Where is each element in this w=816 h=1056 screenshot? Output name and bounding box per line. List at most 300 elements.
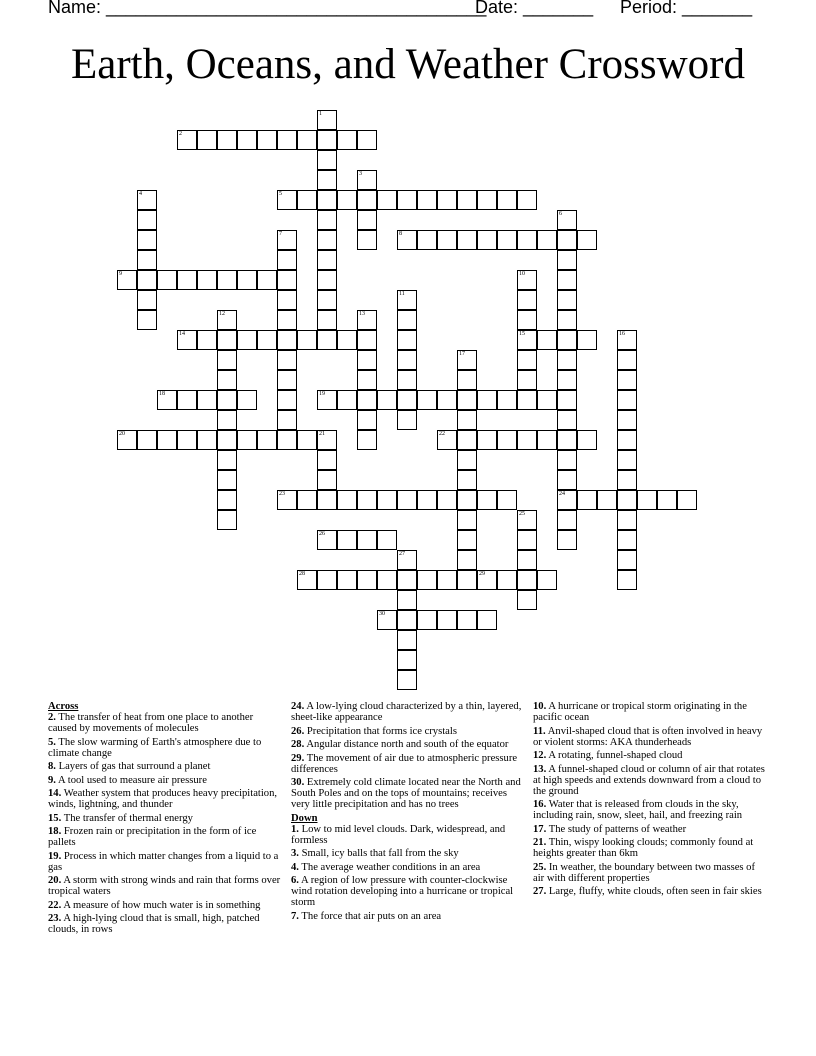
grid-cell[interactable] <box>437 490 457 510</box>
grid-cell[interactable] <box>217 470 237 490</box>
grid-cell[interactable] <box>397 490 417 510</box>
clue-number: 14 <box>179 331 185 337</box>
grid-cell[interactable] <box>397 590 417 610</box>
clue-number: 15 <box>519 331 525 337</box>
grid-cell[interactable] <box>517 370 537 390</box>
grid-cell[interactable] <box>217 390 237 410</box>
grid-cell[interactable] <box>617 530 637 550</box>
grid-cell[interactable] <box>537 430 557 450</box>
grid-cell[interactable] <box>457 570 477 590</box>
grid-cell[interactable] <box>377 570 397 590</box>
grid-cell[interactable] <box>317 290 337 310</box>
grid-cell[interactable] <box>157 390 177 410</box>
clue-number-label: 10. <box>533 701 547 712</box>
clue-text: Thin, wispy looking clouds; commonly found at heights greater than 6km <box>533 837 754 859</box>
clue-number: 10 <box>519 271 525 277</box>
clue-text: A storm with strong winds and rain that forms over tropical waters <box>48 875 281 897</box>
grid-cell[interactable] <box>617 470 637 490</box>
grid-cell[interactable] <box>277 130 297 150</box>
clue-text: Process in which matter changes from a liquid to a gas <box>48 850 279 873</box>
clue-number-label: 22. <box>48 899 62 911</box>
grid-cell[interactable] <box>317 490 337 510</box>
grid-cell[interactable] <box>357 350 377 370</box>
grid-cell[interactable] <box>617 570 637 590</box>
grid-cell[interactable] <box>557 290 577 310</box>
grid-cell[interactable] <box>617 330 637 350</box>
grid-cell[interactable] <box>657 490 677 510</box>
grid-cell[interactable] <box>397 610 417 630</box>
clue-number: 6 <box>559 211 562 217</box>
clue-number: 5 <box>279 191 282 197</box>
grid-cell[interactable] <box>357 170 377 190</box>
grid-cell[interactable] <box>397 370 417 390</box>
clue-text: Precipitation that forms ice crystals <box>306 725 457 737</box>
grid-cell[interactable] <box>297 430 317 450</box>
grid-cell[interactable] <box>357 310 377 330</box>
down-clue-list <box>291 824 526 922</box>
grid-cell[interactable] <box>277 330 297 350</box>
grid-cell[interactable] <box>397 410 417 430</box>
clue-item <box>48 851 283 873</box>
grid-cell[interactable] <box>457 190 477 210</box>
clue-item <box>48 788 283 810</box>
grid-cell[interactable] <box>517 350 537 370</box>
grid-cell[interactable] <box>137 290 157 310</box>
grid-cell[interactable] <box>557 370 577 390</box>
grid-cell[interactable] <box>317 250 337 270</box>
grid-cell[interactable] <box>277 310 297 330</box>
clue-text: Water that is released from clouds in the sky, including rain, snow, sleet, hail, and freezing rain <box>533 799 743 821</box>
clue-text: A funnel-shaped cloud or column of air that rotates at high speeds and extends downward from a cloud to the ground <box>533 763 765 797</box>
grid-cell[interactable] <box>297 330 317 350</box>
grid-cell[interactable] <box>557 310 577 330</box>
clue-item <box>533 886 768 897</box>
grid-cell[interactable] <box>517 430 537 450</box>
grid-cell[interactable] <box>577 490 597 510</box>
grid-cell[interactable] <box>297 570 317 590</box>
clue-number: 22 <box>439 431 445 437</box>
grid-cell[interactable] <box>337 390 357 410</box>
grid-cell[interactable] <box>157 270 177 290</box>
clue-text: Extremely cold climate located near the North and South Poles and on the tops of mountains; receives very little precipitation and has no trees <box>291 777 521 810</box>
grid-cell[interactable] <box>617 550 637 570</box>
grid-cell[interactable] <box>577 330 597 350</box>
grid-cell[interactable] <box>277 230 297 250</box>
clue-item <box>533 764 768 797</box>
grid-cell[interactable] <box>317 190 337 210</box>
grid-cell[interactable] <box>177 270 197 290</box>
grid-cell[interactable] <box>457 410 477 430</box>
grid-cell[interactable] <box>437 190 457 210</box>
grid-cell[interactable] <box>377 390 397 410</box>
grid-cell[interactable] <box>277 430 297 450</box>
grid-cell[interactable] <box>417 570 437 590</box>
grid-cell[interactable] <box>197 130 217 150</box>
grid-cell[interactable] <box>397 650 417 670</box>
grid-cell[interactable] <box>317 570 337 590</box>
grid-cell[interactable] <box>457 550 477 570</box>
grid-cell[interactable] <box>257 130 277 150</box>
clue-number: 11 <box>399 291 405 297</box>
grid-cell[interactable] <box>137 270 157 290</box>
grid-cell[interactable] <box>157 430 177 450</box>
grid-cell[interactable] <box>357 190 377 210</box>
grid-cell[interactable] <box>517 230 537 250</box>
grid-cell[interactable] <box>337 570 357 590</box>
grid-cell[interactable] <box>397 330 417 350</box>
grid-cell[interactable] <box>437 390 457 410</box>
grid-cell[interactable] <box>397 390 417 410</box>
clue-text: The transfer of heat from one place to another caused by movements of molecules <box>48 712 254 734</box>
grid-cell[interactable] <box>317 530 337 550</box>
period-field-label[interactable]: Period: _______ <box>620 0 753 17</box>
clue-text: Low to mid level clouds. Dark, widespread, and formless <box>291 823 506 846</box>
grid-cell[interactable] <box>377 190 397 210</box>
grid-cell[interactable] <box>437 610 457 630</box>
grid-cell[interactable] <box>677 490 697 510</box>
grid-cell[interactable] <box>357 410 377 430</box>
grid-cell[interactable] <box>297 490 317 510</box>
grid-cell[interactable] <box>557 270 577 290</box>
grid-cell[interactable] <box>377 530 397 550</box>
grid-cell[interactable] <box>317 330 337 350</box>
clue-number: 28 <box>299 571 305 577</box>
grid-cell[interactable] <box>517 390 537 410</box>
grid-cell[interactable] <box>457 370 477 390</box>
grid-cell[interactable] <box>517 550 537 570</box>
clue-number-label: 21. <box>533 837 547 848</box>
grid-cell[interactable] <box>317 210 337 230</box>
grid-cell[interactable] <box>197 430 217 450</box>
grid-cell[interactable] <box>457 470 477 490</box>
clue-number-label: 3. <box>291 848 299 859</box>
clue-text: The average weather conditions in an area <box>301 861 481 873</box>
name-field-label[interactable]: Name: ______________________________________ <box>48 0 487 17</box>
grid-cell[interactable] <box>317 110 337 130</box>
grid-cell[interactable] <box>557 230 577 250</box>
grid-cell[interactable] <box>377 610 397 630</box>
grid-cell[interactable] <box>637 490 657 510</box>
grid-cell[interactable] <box>397 670 417 690</box>
grid-cell[interactable] <box>357 370 377 390</box>
grid-cell[interactable] <box>617 350 637 370</box>
grid-cell[interactable] <box>537 570 557 590</box>
grid-cell[interactable] <box>397 630 417 650</box>
grid-cell[interactable] <box>277 270 297 290</box>
clue-item <box>291 824 526 846</box>
clue-number: 7 <box>279 231 282 237</box>
clue-item <box>533 862 768 884</box>
grid-cell[interactable] <box>277 190 297 210</box>
grid-cell[interactable] <box>217 330 237 350</box>
grid-cell[interactable] <box>557 410 577 430</box>
grid-cell[interactable] <box>237 130 257 150</box>
grid-cell[interactable] <box>557 450 577 470</box>
grid-cell[interactable] <box>557 390 577 410</box>
grid-cell[interactable] <box>137 250 157 270</box>
grid-cell[interactable] <box>417 390 437 410</box>
grid-cell[interactable] <box>557 510 577 530</box>
grid-cell[interactable] <box>557 250 577 270</box>
grid-cell[interactable] <box>257 270 277 290</box>
clue-item <box>533 726 768 748</box>
grid-cell[interactable] <box>457 610 477 630</box>
grid-cell[interactable] <box>217 270 237 290</box>
clue-number-label: 9. <box>48 774 56 786</box>
grid-cell[interactable] <box>177 430 197 450</box>
clue-text: Small, icy balls that fall from the sky <box>301 848 459 859</box>
grid-cell[interactable] <box>477 610 497 630</box>
grid-cell[interactable] <box>137 430 157 450</box>
clue-item <box>48 761 283 772</box>
clue-text: The force that air puts on an area <box>301 910 442 922</box>
grid-cell[interactable] <box>197 330 217 350</box>
clue-number: 25 <box>519 511 525 517</box>
grid-cell[interactable] <box>217 370 237 390</box>
grid-cell[interactable] <box>517 510 537 530</box>
grid-cell[interactable] <box>477 570 497 590</box>
grid-cell[interactable] <box>477 390 497 410</box>
clue-item <box>533 701 768 723</box>
grid-cell[interactable] <box>357 430 377 450</box>
clue-number-label: 26. <box>291 725 305 737</box>
grid-cell[interactable] <box>617 370 637 390</box>
grid-cell[interactable] <box>537 330 557 350</box>
grid-cell[interactable] <box>517 310 537 330</box>
grid-cell[interactable] <box>337 190 357 210</box>
clue-item <box>48 712 283 734</box>
grid-cell[interactable] <box>337 330 357 350</box>
grid-cell[interactable] <box>577 430 597 450</box>
clue-number: 27 <box>399 551 405 557</box>
clue-item <box>291 875 526 908</box>
grid-cell[interactable] <box>237 390 257 410</box>
grid-cell[interactable] <box>397 290 417 310</box>
grid-cell[interactable] <box>397 310 417 330</box>
grid-cell[interactable] <box>357 210 377 230</box>
grid-cell[interactable] <box>557 490 577 510</box>
grid-cell[interactable] <box>277 370 297 390</box>
grid-cell[interactable] <box>397 570 417 590</box>
grid-cell[interactable] <box>517 590 537 610</box>
grid-cell[interactable] <box>217 410 237 430</box>
grid-cell[interactable] <box>317 450 337 470</box>
grid-cell[interactable] <box>497 490 517 510</box>
grid-cell[interactable] <box>297 190 317 210</box>
grid-cell[interactable] <box>317 310 337 330</box>
grid-cell[interactable] <box>617 510 637 530</box>
grid-cell[interactable] <box>557 470 577 490</box>
grid-cell[interactable] <box>177 390 197 410</box>
grid-cell[interactable] <box>317 390 337 410</box>
grid-cell[interactable] <box>357 530 377 550</box>
grid-cell[interactable] <box>617 410 637 430</box>
clue-number-label: 24. <box>291 701 305 712</box>
grid-cell[interactable] <box>617 430 637 450</box>
grid-cell[interactable] <box>517 570 537 590</box>
grid-cell[interactable] <box>297 130 317 150</box>
grid-cell[interactable] <box>557 430 577 450</box>
grid-cell[interactable] <box>517 290 537 310</box>
grid-cell[interactable] <box>617 450 637 470</box>
grid-cell[interactable] <box>457 430 477 450</box>
grid-cell[interactable] <box>237 270 257 290</box>
grid-cell[interactable] <box>477 190 497 210</box>
clue-text: The movement of air due to atmospheric pressure differences <box>291 752 518 775</box>
grid-cell[interactable] <box>457 350 477 370</box>
grid-cell[interactable] <box>357 570 377 590</box>
clue-number: 12 <box>219 311 225 317</box>
grid-cell[interactable] <box>437 230 457 250</box>
grid-cell[interactable] <box>497 390 517 410</box>
clue-number-label: 29. <box>291 752 305 764</box>
grid-cell[interactable] <box>217 130 237 150</box>
clue-text: The study of patterns of weather <box>548 823 687 835</box>
grid-cell[interactable] <box>577 230 597 250</box>
grid-cell[interactable] <box>217 450 237 470</box>
grid-cell[interactable] <box>257 330 277 350</box>
grid-cell[interactable] <box>137 230 157 250</box>
grid-cell[interactable] <box>217 430 237 450</box>
grid-cell[interactable] <box>417 610 437 630</box>
grid-cell[interactable] <box>477 430 497 450</box>
grid-cell[interactable] <box>397 190 417 210</box>
grid-cell[interactable] <box>497 570 517 590</box>
grid-cell[interactable] <box>357 130 377 150</box>
grid-cell[interactable] <box>417 190 437 210</box>
grid-cell[interactable] <box>457 390 477 410</box>
clue-number: 26 <box>319 531 325 537</box>
grid-cell[interactable] <box>277 410 297 430</box>
grid-cell[interactable] <box>337 490 357 510</box>
grid-cell[interactable] <box>437 430 457 450</box>
grid-cell[interactable] <box>357 330 377 350</box>
grid-cell[interactable] <box>457 510 477 530</box>
grid-cell[interactable] <box>617 490 637 510</box>
grid-cell[interactable] <box>337 130 357 150</box>
clue-number: 21 <box>319 431 325 437</box>
grid-cell[interactable] <box>357 390 377 410</box>
grid-cell[interactable] <box>517 270 537 290</box>
grid-cell[interactable] <box>277 490 297 510</box>
grid-cell[interactable] <box>337 530 357 550</box>
grid-cell[interactable] <box>457 530 477 550</box>
grid-cell[interactable] <box>517 530 537 550</box>
grid-cell[interactable] <box>137 210 157 230</box>
grid-cell[interactable] <box>257 430 277 450</box>
down-clue-list-continued <box>533 701 768 897</box>
grid-cell[interactable] <box>317 230 337 250</box>
date-field-label[interactable]: Date: _______ <box>475 0 594 17</box>
grid-cell[interactable] <box>397 350 417 370</box>
clue-number-label: 23. <box>48 913 62 924</box>
grid-cell[interactable] <box>557 210 577 230</box>
clue-number-label: 18. <box>48 826 62 837</box>
grid-cell[interactable] <box>217 310 237 330</box>
grid-cell[interactable] <box>477 490 497 510</box>
clue-item <box>533 799 768 821</box>
clue-number-label: 8. <box>48 761 56 772</box>
grid-cell[interactable] <box>497 430 517 450</box>
grid-cell[interactable] <box>557 350 577 370</box>
grid-cell[interactable] <box>237 430 257 450</box>
clue-number-label: 5. <box>48 736 56 748</box>
clue-item <box>48 913 283 935</box>
grid-cell[interactable] <box>617 390 637 410</box>
grid-cell[interactable] <box>597 490 617 510</box>
grid-cell[interactable] <box>417 490 437 510</box>
grid-cell[interactable] <box>457 450 477 470</box>
clue-text: Weather system that produces heavy precipitation, winds, lightning, and thunder <box>48 788 278 810</box>
clue-column-2 <box>291 701 526 924</box>
grid-cell[interactable] <box>457 230 477 250</box>
grid-cell[interactable] <box>277 390 297 410</box>
grid-cell[interactable] <box>277 250 297 270</box>
clue-number: 3 <box>359 171 362 177</box>
grid-cell[interactable] <box>397 550 417 570</box>
grid-cell[interactable] <box>317 470 337 490</box>
grid-cell[interactable] <box>277 350 297 370</box>
grid-cell[interactable] <box>317 270 337 290</box>
grid-cell[interactable] <box>177 130 197 150</box>
clue-text: Angular distance north and south of the equator <box>306 739 509 750</box>
grid-cell[interactable] <box>137 310 157 330</box>
clue-text: A rotating, funnel-shaped cloud <box>548 750 683 761</box>
clue-column-1 <box>48 701 283 938</box>
grid-cell[interactable] <box>557 530 577 550</box>
grid-cell[interactable] <box>317 430 337 450</box>
grid-cell[interactable] <box>417 230 437 250</box>
grid-cell[interactable] <box>217 510 237 530</box>
grid-cell[interactable] <box>197 390 217 410</box>
grid-cell[interactable] <box>437 570 457 590</box>
grid-cell[interactable] <box>377 490 397 510</box>
grid-cell[interactable] <box>497 190 517 210</box>
grid-cell[interactable] <box>557 330 577 350</box>
grid-cell[interactable] <box>517 190 537 210</box>
clue-item <box>291 777 526 810</box>
grid-cell[interactable] <box>317 170 337 190</box>
grid-cell[interactable] <box>217 350 237 370</box>
grid-cell[interactable] <box>357 230 377 250</box>
clue-item <box>533 837 768 859</box>
grid-cell[interactable] <box>277 290 297 310</box>
grid-cell[interactable] <box>117 430 137 450</box>
grid-cell[interactable] <box>357 490 377 510</box>
grid-cell[interactable] <box>397 230 417 250</box>
grid-cell[interactable] <box>497 230 517 250</box>
grid-cell[interactable] <box>177 330 197 350</box>
grid-cell[interactable] <box>537 390 557 410</box>
grid-cell[interactable] <box>317 130 337 150</box>
grid-cell[interactable] <box>237 330 257 350</box>
clue-number: 8 <box>399 231 402 237</box>
clue-item <box>48 900 283 911</box>
across-heading: Across <box>48 701 79 712</box>
grid-cell[interactable] <box>117 270 137 290</box>
grid-cell[interactable] <box>477 230 497 250</box>
grid-cell[interactable] <box>457 490 477 510</box>
clue-item <box>291 726 526 737</box>
clue-item <box>291 753 526 775</box>
grid-cell[interactable] <box>537 230 557 250</box>
grid-cell[interactable] <box>197 270 217 290</box>
grid-cell[interactable] <box>317 150 337 170</box>
grid-cell[interactable] <box>137 190 157 210</box>
clue-number: 18 <box>159 391 165 397</box>
grid-cell[interactable] <box>217 490 237 510</box>
grid-cell[interactable] <box>517 330 537 350</box>
